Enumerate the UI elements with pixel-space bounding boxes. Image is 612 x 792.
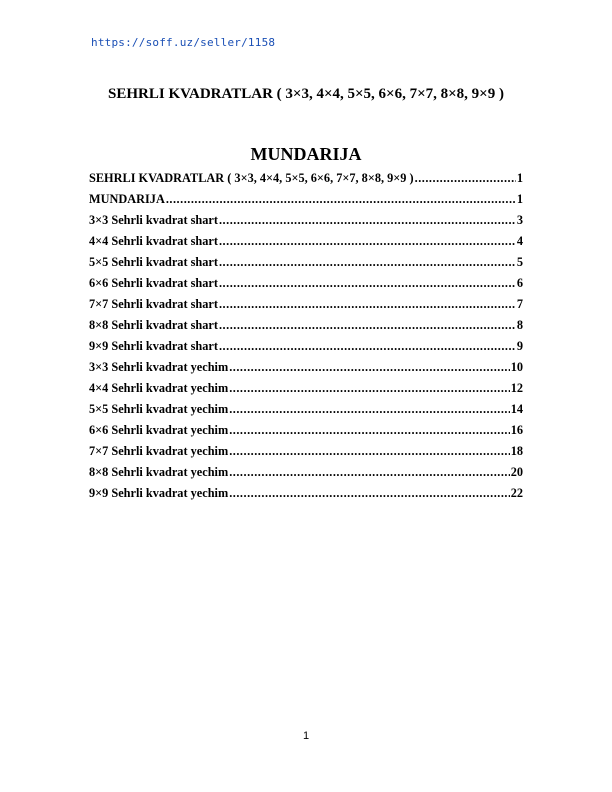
toc-dot-leader	[229, 441, 510, 462]
toc-entry-label: 7×7 Sehrli kvadrat shart	[89, 297, 218, 311]
toc-entry-page: 18	[510, 444, 523, 458]
toc-entry-page: 14	[510, 402, 523, 416]
toc-entry-label: 9×9 Sehrli kvadrat shart	[89, 339, 218, 353]
toc-entry[interactable]	[89, 168, 523, 189]
toc-entry-page: 10	[510, 360, 523, 374]
toc-entry-page: 8	[516, 318, 523, 332]
toc-dot-leader	[415, 168, 516, 189]
toc-entry[interactable]	[89, 483, 523, 504]
toc-entry-label: 5×5 Sehrli kvadrat shart	[89, 255, 218, 269]
toc-entry-label: 6×6 Sehrli kvadrat shart	[89, 276, 218, 290]
toc-entry[interactable]	[89, 399, 523, 420]
toc-entry-page: 20	[510, 465, 523, 479]
toc-entry-page: 22	[510, 486, 523, 500]
toc-entry[interactable]	[89, 336, 523, 357]
toc-entry-page: 3	[516, 213, 523, 227]
toc-entry[interactable]	[89, 252, 523, 273]
toc-dot-leader	[229, 378, 510, 399]
toc-entry-label: 5×5 Sehrli kvadrat yechim	[89, 402, 229, 416]
toc-dot-leader	[229, 483, 510, 504]
toc-heading: MUNDARIJA	[250, 144, 362, 164]
toc-dot-leader	[229, 399, 510, 420]
toc-entry-label: 9×9 Sehrli kvadrat yechim	[89, 486, 229, 500]
toc-entry[interactable]	[89, 273, 523, 294]
toc-entry-label: 8×8 Sehrli kvadrat shart	[89, 318, 218, 332]
toc-dot-leader	[229, 357, 510, 378]
toc-entry[interactable]	[89, 462, 523, 483]
toc-entry-page: 1	[516, 171, 523, 185]
toc-dot-leader	[229, 420, 510, 441]
toc-dot-leader	[219, 210, 516, 231]
header-url-link[interactable]: https://soff.uz/seller/1158	[91, 36, 276, 49]
toc-entry-label: 7×7 Sehrli kvadrat yechim	[89, 444, 229, 458]
toc-entry-label: MUNDARIJA	[89, 192, 165, 206]
table-of-contents	[89, 168, 523, 504]
toc-entry[interactable]	[89, 294, 523, 315]
toc-entry-page: 9	[516, 339, 523, 353]
toc-entry[interactable]	[89, 357, 523, 378]
toc-entry-page: 4	[516, 234, 523, 248]
toc-entry[interactable]	[89, 420, 523, 441]
toc-entry-page: 12	[510, 381, 523, 395]
toc-entry[interactable]	[89, 189, 523, 210]
toc-entry-label: 4×4 Sehrli kvadrat yechim	[89, 381, 229, 395]
toc-dot-leader	[219, 252, 516, 273]
toc-dot-leader	[219, 231, 516, 252]
toc-entry-label: 6×6 Sehrli kvadrat yechim	[89, 423, 229, 437]
document-title: SEHRLI KVADRATLAR ( 3×3, 4×4, 5×5, 6×6, 7×7, 8×8, 9×9 )	[108, 86, 504, 102]
toc-entry-label: 3×3 Sehrli kvadrat shart	[89, 213, 218, 227]
toc-dot-leader	[219, 336, 516, 357]
toc-entry-label: SEHRLI KVADRATLAR ( 3×3, 4×4, 5×5, 6×6, 7×7, 8×8, 9×9 )	[89, 171, 414, 185]
toc-dot-leader	[166, 189, 516, 210]
toc-entry[interactable]	[89, 441, 523, 462]
toc-entry-label: 3×3 Sehrli kvadrat yechim	[89, 360, 229, 374]
toc-entry[interactable]	[89, 210, 523, 231]
toc-entry[interactable]	[89, 231, 523, 252]
toc-entry-label: 8×8 Sehrli kvadrat yechim	[89, 465, 229, 479]
toc-dot-leader	[219, 315, 516, 336]
toc-entry-label: 4×4 Sehrli kvadrat shart	[89, 234, 218, 248]
toc-entry-page: 7	[516, 297, 523, 311]
toc-entry-page: 1	[516, 192, 523, 206]
toc-entry-page: 5	[516, 255, 523, 269]
toc-dot-leader	[219, 294, 516, 315]
toc-dot-leader	[219, 273, 516, 294]
toc-entry-page: 16	[510, 423, 523, 437]
toc-entry[interactable]	[89, 315, 523, 336]
page-number: 1	[302, 730, 310, 742]
toc-entry-page: 6	[516, 276, 523, 290]
toc-dot-leader	[229, 462, 510, 483]
toc-entry[interactable]	[89, 378, 523, 399]
